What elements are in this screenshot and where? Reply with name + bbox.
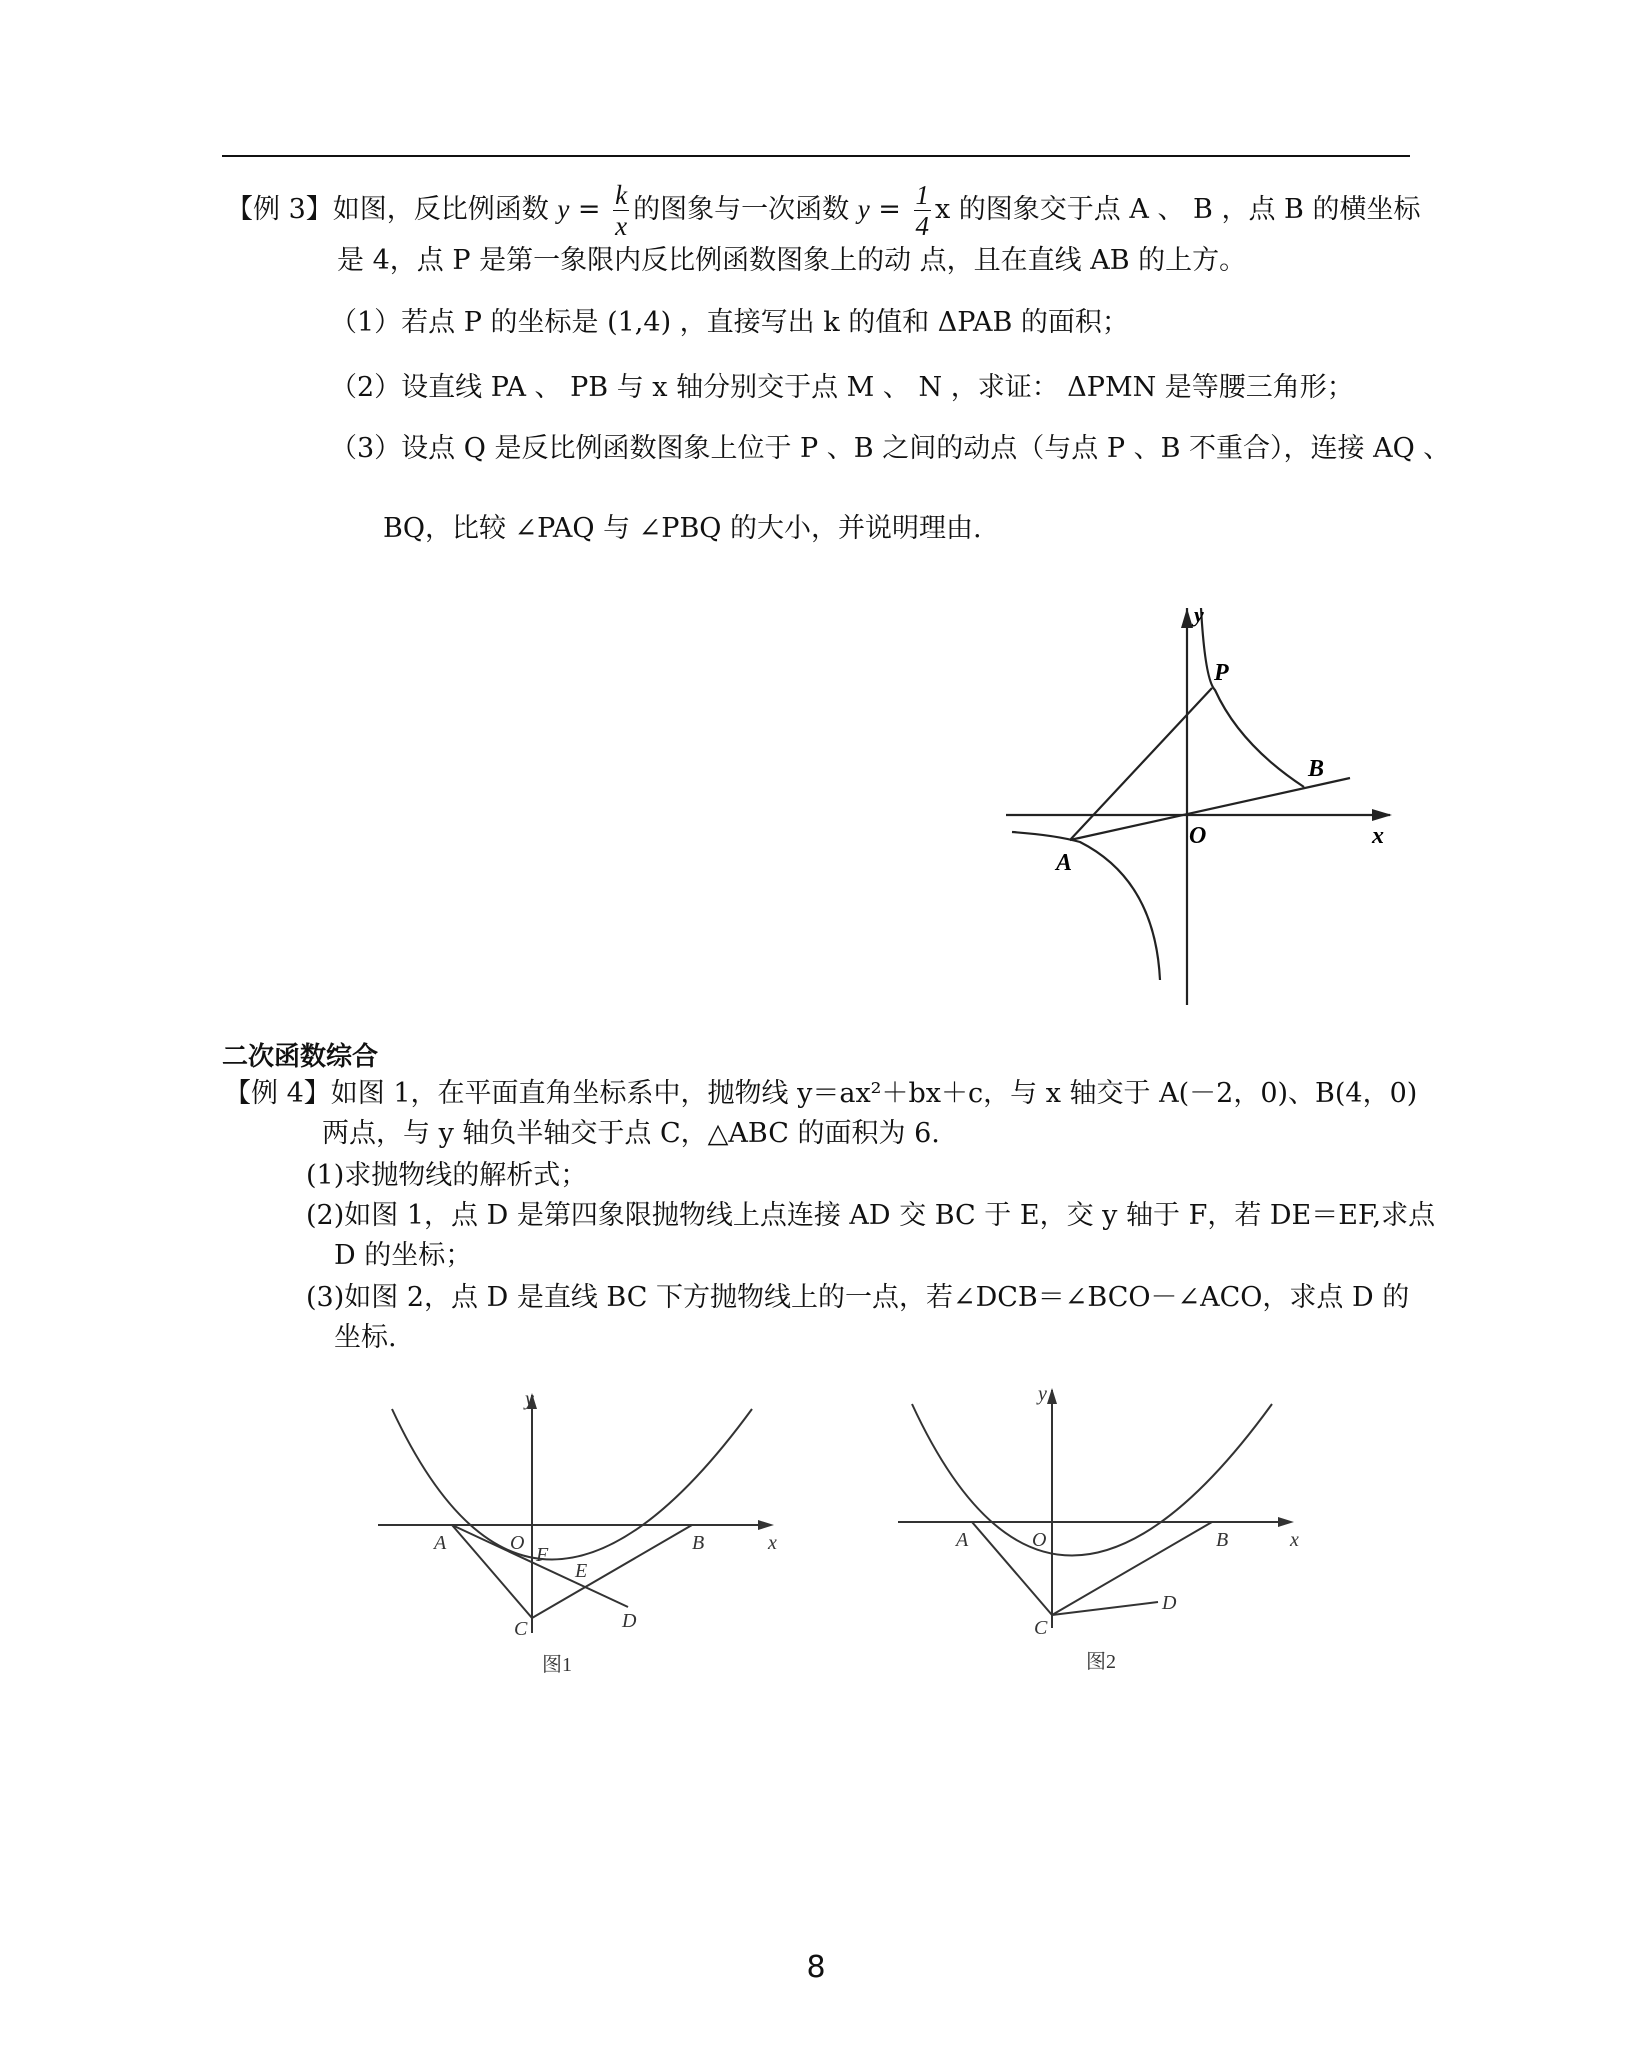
segment-ap xyxy=(1070,688,1212,840)
ex4-figure2 xyxy=(890,1380,1320,1680)
label-o: O xyxy=(1032,1529,1047,1551)
ex4-question1: (1)求抛物线的解析式； xyxy=(306,1160,588,1191)
label-d: D xyxy=(1162,1592,1177,1614)
ex3-text-b: 的图象与一次函数 xyxy=(633,194,850,225)
label-x: x xyxy=(768,1532,777,1554)
label-o: O xyxy=(1189,823,1207,849)
ex3-figure xyxy=(1000,600,1410,1010)
label-a: A xyxy=(956,1529,969,1551)
ex4-question3-line2: 坐标. xyxy=(334,1322,397,1353)
label-y: y xyxy=(1038,1383,1047,1405)
segment-cd xyxy=(1052,1602,1158,1615)
hyperbola-branch-q3 xyxy=(1012,832,1160,980)
label-x: x xyxy=(1372,823,1384,849)
section-title: 二次函数综合 xyxy=(222,1042,379,1072)
ex3-question1: （1）若点 P 的坐标是 (1,4) ，直接写出 k 的值和 ΔPAB 的面积； xyxy=(330,307,1129,338)
label-a: A xyxy=(434,1532,447,1554)
line-ab xyxy=(1070,778,1350,840)
ex4-question2-line1: (2)如图 1，点 D 是第四象限抛物线上点连接 AD 交 BC 于 E，交 y 轴于 F，若 DE＝EF,求点 xyxy=(306,1200,1436,1231)
ex3-question3-line1: （3）设点 Q 是反比例函数图象上位于 P 、B 之间的动点（与点 P 、B 不重合），连接 AQ 、 xyxy=(330,433,1451,464)
label-e: E xyxy=(575,1560,588,1582)
label-c: C xyxy=(514,1618,528,1640)
segment-cb xyxy=(532,1525,692,1618)
segment-cb xyxy=(1052,1522,1212,1615)
header-rule xyxy=(222,155,1410,157)
label-a: A xyxy=(1056,850,1073,876)
y-axis-arrow xyxy=(1181,608,1193,628)
page-number: 8 xyxy=(806,1950,826,1985)
label-x: x xyxy=(1290,1529,1299,1551)
hyperbola-branch-q1 xyxy=(1201,608,1304,787)
x-axis-arrow xyxy=(758,1520,774,1530)
ex4-figure1 xyxy=(370,1385,800,1685)
segment-ad xyxy=(452,1525,628,1607)
x-axis-arrow xyxy=(1278,1517,1294,1527)
ex3-label: 【例 3】 xyxy=(226,194,333,225)
y-axis-arrow xyxy=(1047,1388,1057,1404)
ex3-text-c: x 的图象交于点 A 、 B ，点 B 的横坐标 xyxy=(935,194,1421,225)
label-c: C xyxy=(1034,1617,1048,1639)
figure1-caption: 图1 xyxy=(542,1654,572,1676)
label-o: O xyxy=(510,1532,525,1554)
ex4-label: 【例 4】 xyxy=(224,1078,331,1109)
label-d: D xyxy=(622,1610,637,1632)
ex3-question3-line2: BQ，比较 ∠PAQ 与 ∠PBQ 的大小，并说明理由. xyxy=(383,513,982,544)
figure2-caption: 图2 xyxy=(1086,1651,1116,1673)
ex4-line1 xyxy=(224,1078,1417,1110)
ex4-question2-line2: D 的坐标； xyxy=(334,1240,473,1271)
ex3-line2: 是 4，点 P 是第一象限内反比例函数图象上的动 点，且在直线 AB 的上方。 xyxy=(337,245,1247,276)
label-p: P xyxy=(1214,660,1229,686)
label-f: F xyxy=(536,1544,549,1566)
ex3-text-a: 如图，反比例函数 xyxy=(332,194,549,225)
ex3-question2: （2）设直线 PA 、 PB 与 x 轴分别交于点 M 、 N ，求证： ΔPMN 是等腰三角形； xyxy=(330,372,1354,403)
label-y: y xyxy=(525,1388,534,1410)
label-b: B xyxy=(1308,756,1325,782)
ex4-question3-line1: (3)如图 2，点 D 是直线 BC 下方抛物线上的一点，若∠DCB＝∠BCO－∠ACO，求点 D 的 xyxy=(306,1282,1410,1313)
label-y: y xyxy=(1194,602,1204,627)
ex4-text: 如图 1，在平面直角坐标系中，抛物线 y＝ax²＋bx＋c，与 x 轴交于 A(－2，0)、B(4，0) xyxy=(330,1078,1418,1109)
label-b: B xyxy=(692,1532,705,1554)
ex3-line1: 【例 3】如图，反比例函数 y = $\frac{k}{x}$ 的图象与一次函数 y = $\frac{1}{4}$ x 的图象交于点 A 、 B ，点 B 的横坐标 xyxy=(226,180,1421,241)
fraction-one-quarter: $\frac{1}{4}$ xyxy=(915,180,929,241)
ex4-line2: 两点，与 y 轴负半轴交于点 C，△ABC 的面积为 6. xyxy=(322,1118,940,1149)
label-b: B xyxy=(1216,1529,1229,1551)
x-axis-arrow xyxy=(1372,809,1392,821)
fraction-k-over-x: $\frac{k}{x}$ xyxy=(615,180,628,241)
